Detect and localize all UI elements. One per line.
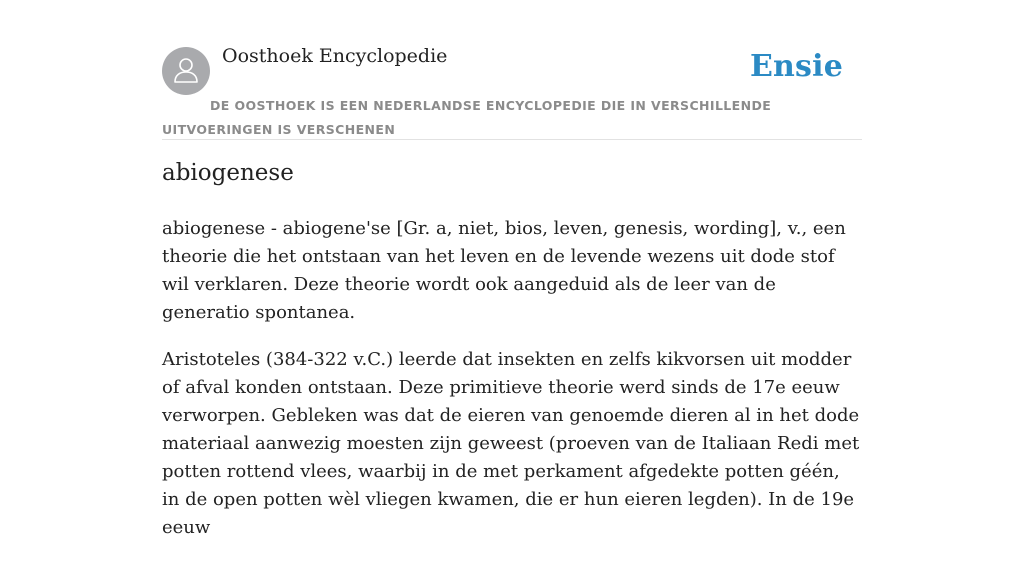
site-tagline: DE OOSTHOEK IS EEN NEDERLANDSE ENCYCLOPEDIE DIE IN VERSCHILLENDE UITVOERINGEN IS VERSCHENEN bbox=[162, 98, 772, 137]
article-paragraph: Aristoteles (384-322 v.C.) leerde dat insekten en zelfs kikvorsen uit modder of afval konden ontstaan. Deze primitieve theorie werd sinds de 17e eeuw verworpen. Gebleken was dat de eieren van genoemde dieren al in het dode materiaal aanwezig moesten zijn geweest (proeven van de Italiaan Redi met potten rottend vlees, waarbij in de met perkament afgedekte potten géén, in de open potten wèl vliegen kwamen, die er hun eieren legden). In de 19e eeuw bbox=[162, 349, 860, 538]
ensie-logo[interactable]: Ensie bbox=[749, 49, 843, 84]
site-header bbox=[162, 40, 862, 140]
site-name-link[interactable]: Oosthoek Encyclopedie bbox=[222, 45, 448, 67]
article-paragraph: abiogenese - abiogene'se [Gr. a, niet, bios, leven, genesis, wording], v., een theorie die het ontstaan van het leven en de levende wezens uit dode stof wil verklaren. Deze theorie wordt ook aangeduid als de leer van de generatio spontanea. bbox=[162, 218, 846, 323]
user-avatar-icon[interactable] bbox=[162, 47, 210, 95]
article-title: abiogenese bbox=[162, 160, 294, 186]
article-body bbox=[162, 215, 862, 561]
